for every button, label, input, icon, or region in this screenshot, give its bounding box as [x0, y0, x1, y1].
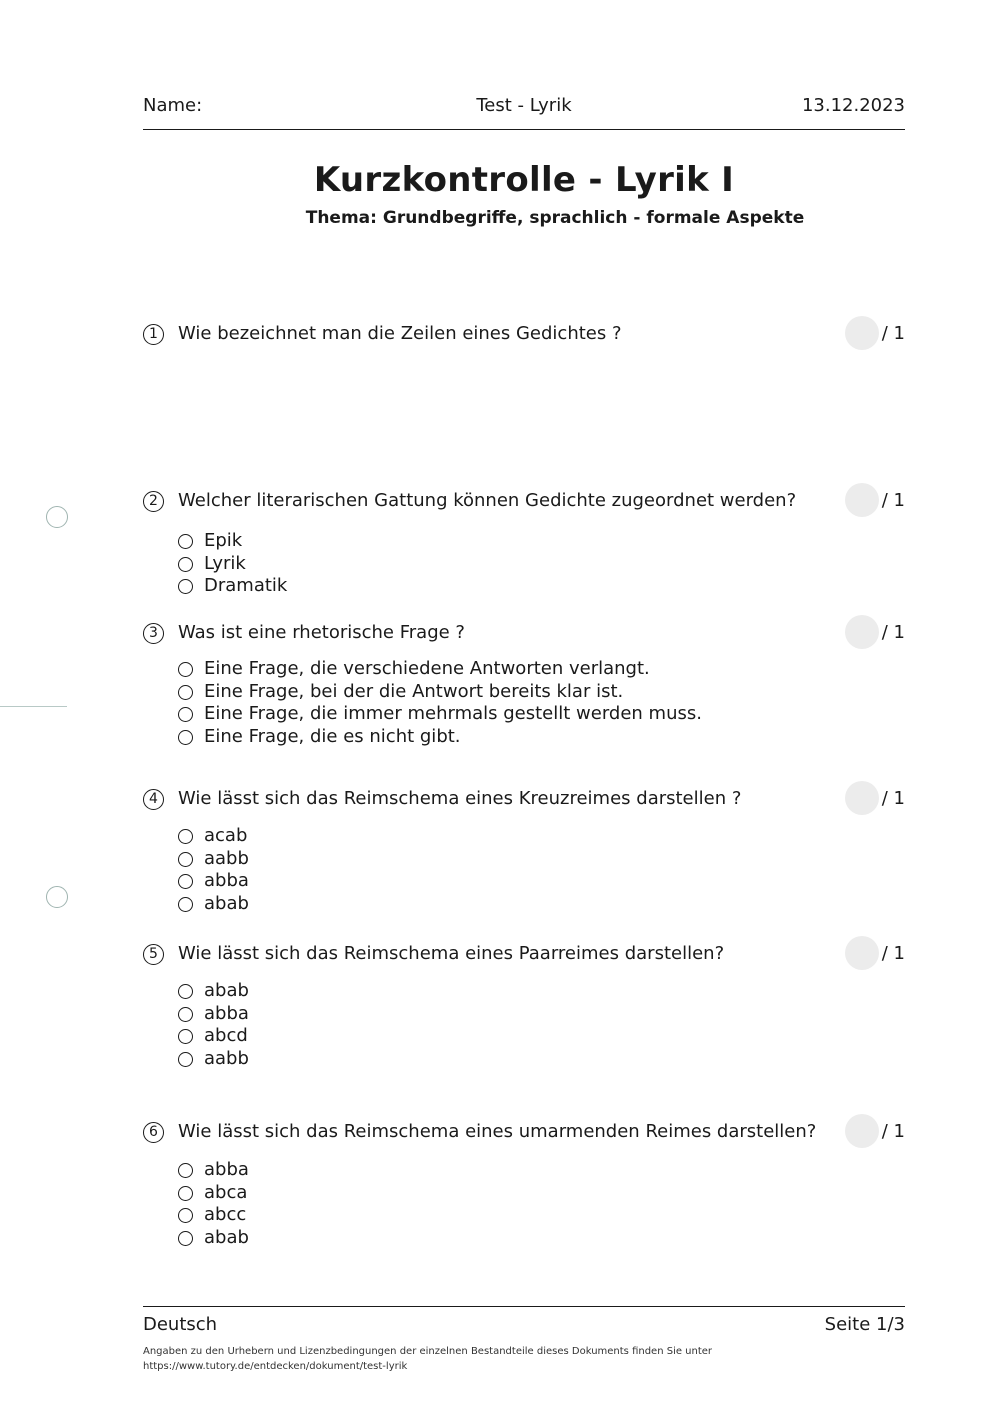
radio-circle-icon[interactable]: [178, 874, 193, 889]
option-label: aabb: [204, 1048, 249, 1070]
radio-circle-icon[interactable]: [178, 984, 193, 999]
option-label: acab: [204, 825, 248, 846]
question-text: Wie lässt sich das Reimschema eines umarmenden Reimes darstellen?: [178, 1121, 817, 1142]
license-note: [143, 1344, 843, 1374]
question-3: [143, 620, 905, 748]
radio-circle-icon[interactable]: [178, 1029, 193, 1044]
question-number: 5: [143, 944, 164, 965]
option-label: Epik: [204, 530, 243, 551]
option-label: abab: [204, 1227, 249, 1249]
score-field[interactable]: [845, 936, 879, 970]
question-1: [143, 321, 905, 351]
header-test-title: Test - Lyrik: [476, 95, 572, 116]
punch-hole-mark: [46, 506, 68, 528]
radio-circle-icon[interactable]: [178, 579, 193, 594]
name-label: Name:: [143, 95, 203, 116]
question-4: [143, 786, 905, 915]
option-label: Eine Frage, bei der die Antwort bereits klar ist.: [204, 680, 624, 702]
score-field[interactable]: [845, 615, 879, 649]
license-text: Angaben zu den Urhebern und Lizenzbedingungen der einzelnen Bestandteile dieses Dokuments finden Sie unter: [143, 1346, 713, 1357]
radio-circle-icon[interactable]: [178, 1186, 193, 1201]
score-field[interactable]: [845, 781, 879, 815]
radio-circle-icon[interactable]: [178, 1208, 193, 1223]
radio-circle-icon[interactable]: [178, 685, 193, 700]
header-date: 13.12.2023: [801, 95, 905, 116]
license-url[interactable]: https://www.tutory.de/entdecken/dokument/test-lyrik: [143, 1361, 408, 1372]
radio-circle-icon[interactable]: [178, 829, 193, 844]
option-label: abcd: [204, 1025, 248, 1047]
question-6: [143, 1119, 905, 1249]
option-label: abba: [204, 870, 249, 892]
score-max: / 1: [881, 323, 905, 344]
score-max: / 1: [881, 490, 905, 511]
score-max: / 1: [881, 622, 905, 643]
question-2: [143, 488, 905, 597]
footer-divider: [143, 1306, 905, 1307]
radio-circle-icon[interactable]: [178, 1231, 193, 1246]
question-number: 4: [143, 789, 164, 810]
score-field[interactable]: [845, 483, 879, 517]
score-field[interactable]: [845, 1114, 879, 1148]
header-divider: [143, 129, 905, 130]
question-text: Was ist eine rhetorische Frage ?: [178, 622, 465, 643]
option-label: abba: [204, 1002, 249, 1024]
radio-circle-icon[interactable]: [178, 557, 193, 572]
score-max: / 1: [881, 788, 905, 809]
question-text: Wie bezeichnet man die Zeilen eines Gedichtes ?: [178, 323, 622, 344]
score-max: / 1: [881, 943, 905, 964]
option-label: abab: [204, 980, 249, 1001]
option-label: abba: [204, 1159, 249, 1180]
question-text: Welcher literarischen Gattung können Gedichte zugeordnet werden?: [178, 490, 797, 511]
option-label: abab: [204, 893, 249, 915]
score-max: / 1: [881, 1121, 905, 1142]
question-text: Wie lässt sich das Reimschema eines Paarreimes darstellen?: [178, 943, 725, 964]
option-label: Lyrik: [204, 552, 246, 574]
question-5: [143, 941, 905, 1070]
radio-circle-icon[interactable]: [178, 707, 193, 722]
radio-circle-icon[interactable]: [178, 730, 193, 745]
radio-circle-icon[interactable]: [178, 1052, 193, 1067]
question-number: 3: [143, 623, 164, 644]
score-field[interactable]: [845, 316, 879, 350]
question-number: 6: [143, 1122, 164, 1143]
option-label: Dramatik: [204, 575, 288, 597]
option-label: abcc: [204, 1204, 247, 1226]
radio-circle-icon[interactable]: [178, 662, 193, 677]
footer-subject: Deutsch: [143, 1314, 218, 1335]
radio-circle-icon[interactable]: [178, 897, 193, 912]
radio-circle-icon[interactable]: [178, 534, 193, 549]
radio-circle-icon[interactable]: [178, 852, 193, 867]
question-text: Wie lässt sich das Reimschema eines Kreuzreimes darstellen ?: [178, 788, 742, 809]
option-label: Eine Frage, die verschiedene Antworten verlangt.: [204, 658, 650, 679]
question-number: 2: [143, 491, 164, 512]
punch-hole-mark: [46, 886, 68, 908]
page-subtitle: Thema: Grundbegriffe, sprachlich - formale Aspekte: [305, 208, 805, 228]
footer-page-number: Seite 1/3: [824, 1314, 905, 1335]
fold-mark: [0, 706, 67, 707]
option-label: abca: [204, 1181, 248, 1203]
option-label: aabb: [204, 847, 249, 869]
question-number: 1: [143, 324, 164, 345]
radio-circle-icon[interactable]: [178, 1007, 193, 1022]
radio-circle-icon[interactable]: [178, 1163, 193, 1178]
option-label: Eine Frage, die es nicht gibt.: [204, 726, 461, 748]
page-title: Kurzkontrolle - Lyrik I: [313, 160, 735, 200]
option-label: Eine Frage, die immer mehrmals gestellt werden muss.: [204, 703, 702, 725]
